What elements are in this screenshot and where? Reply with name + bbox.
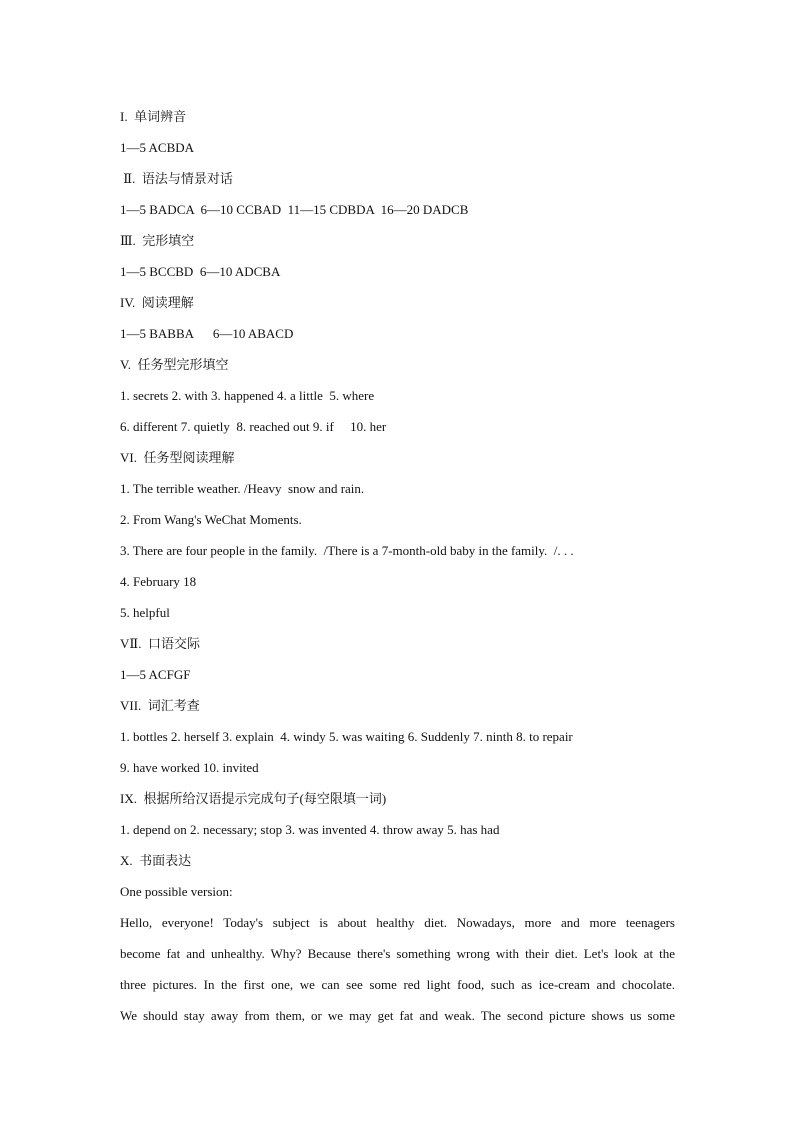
- answer-key-page: [120, 101, 675, 1031]
- answer-line: 1—5 BADCA 6—10 CCBAD 11—15 CDBDA 16—20 DADCB: [120, 202, 469, 217]
- essay-line: become fat and unhealthy. Why? Because there's something wrong with their diet. Let's look at the: [120, 946, 675, 961]
- answer-line: 1. depend on 2. necessary; stop 3. was invented 4. throw away 5. has had: [120, 822, 500, 837]
- section-heading: IV. 阅读理解: [120, 295, 194, 311]
- essay-line: Hello, everyone! Today's subject is about healthy diet. Nowadays, more and more teenagers: [120, 915, 675, 930]
- answer-line: 1—5 BCCBD 6—10 ADCBA: [120, 264, 281, 279]
- answer-line: 6. different 7. quietly 8. reached out 9. if 10. her: [120, 419, 387, 434]
- answer-line: 3. There are four people in the family. /There is a 7-month-old baby in the family. /. . .: [120, 543, 574, 558]
- answer-line: 1. secrets 2. with 3. happened 4. a little 5. where: [120, 388, 375, 403]
- section-heading: VI. 任务型阅读理解: [120, 450, 235, 466]
- answer-line: 4. February 18: [120, 574, 197, 589]
- essay-line: three pictures. In the first one, we can see some red light food, such as ice-cream and chocolate.: [120, 977, 675, 992]
- section-heading: VII. 词汇考查: [120, 698, 200, 714]
- section-heading: I. 单词辨音: [120, 109, 187, 125]
- answer-line: 9. have worked 10. invited: [120, 760, 259, 775]
- section-heading: VⅡ. 口语交际: [120, 636, 200, 652]
- answer-line: 2. From Wang's WeChat Moments.: [120, 512, 302, 527]
- answer-line: One possible version:: [120, 884, 233, 899]
- section-heading: X. 书面表达: [120, 853, 192, 869]
- answer-line: 1—5 ACFGF: [120, 667, 191, 682]
- answer-line: 1—5 ACBDA: [120, 140, 195, 155]
- answer-line: 1. The terrible weather. /Heavy snow and rain.: [120, 481, 365, 496]
- answer-line: 5. helpful: [120, 605, 170, 620]
- answer-line: 1. bottles 2. herself 3. explain 4. windy 5. was waiting 6. Suddenly 7. ninth 8. to repair: [120, 729, 573, 744]
- essay-line: We should stay away from them, or we may get fat and weak. The second picture shows us some: [120, 1008, 675, 1023]
- section-heading: V. 任务型完形填空: [120, 357, 229, 373]
- section-heading: IX. 根据所给汉语提示完成句子(每空限填一词): [120, 791, 387, 807]
- section-heading: Ⅲ. 完形填空: [120, 233, 195, 249]
- section-heading: Ⅱ. 语法与情景对话: [120, 171, 233, 187]
- answer-line: 1—5 BABBA 6—10 ABACD: [120, 326, 294, 341]
